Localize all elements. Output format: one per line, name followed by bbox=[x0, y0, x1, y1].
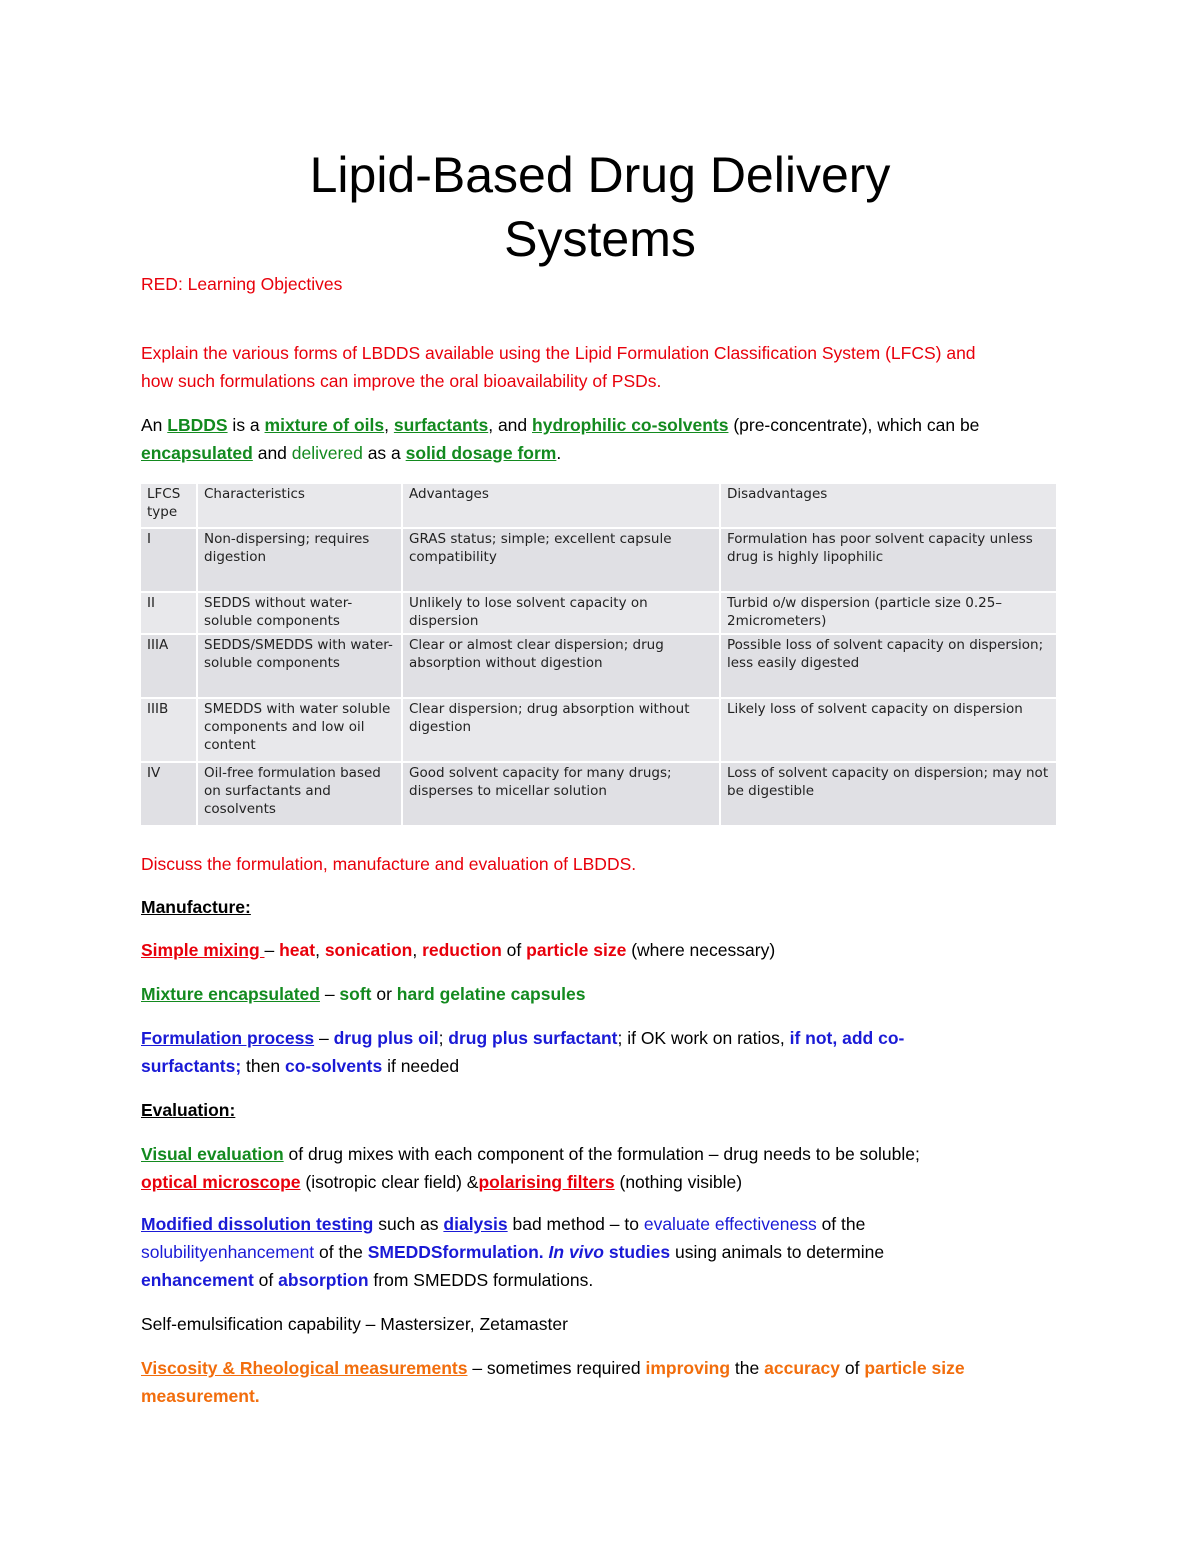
term-dialysis: dialysis bbox=[443, 1214, 508, 1234]
text-run: – bbox=[319, 984, 340, 1004]
formulation-line-1 bbox=[141, 1024, 1061, 1052]
term-solid-dosage-form: solid dosage form bbox=[405, 443, 557, 463]
term-smedds-formulation: SMEDDSformulation. bbox=[367, 1242, 549, 1262]
term-formulation-process: Formulation process bbox=[141, 1028, 315, 1048]
table-cell: Possible loss of solvent capacity on dispersion; less easily digested bbox=[720, 634, 1057, 698]
text-run: as a bbox=[362, 443, 406, 463]
table-cell: SEDDS without water-soluble components bbox=[197, 592, 402, 634]
manufacture-heading: Manufacture: bbox=[141, 897, 251, 917]
table-header-row bbox=[141, 484, 1057, 528]
term-delivered: delivered bbox=[291, 443, 363, 463]
table-cell: Clear dispersion; drug absorption without digestion bbox=[402, 698, 720, 762]
term-accuracy: accuracy bbox=[764, 1358, 841, 1378]
term-mixture-of-oils: mixture of oils bbox=[264, 415, 385, 435]
term-sonication: sonication bbox=[324, 940, 413, 960]
title-line-2: Systems bbox=[504, 211, 696, 267]
definition-line-1 bbox=[141, 411, 1061, 439]
table-cell: IIIB bbox=[141, 698, 197, 762]
legend-text: RED: Learning Objectives bbox=[141, 274, 343, 294]
encapsulated-line bbox=[141, 980, 1061, 1008]
table-cell: II bbox=[141, 592, 197, 634]
table-row bbox=[141, 634, 1057, 698]
table-header-cell: Advantages bbox=[402, 484, 720, 528]
term-heat: heat bbox=[279, 940, 316, 960]
term-modified-dissolution-testing: Modified dissolution testing bbox=[141, 1214, 374, 1234]
visual-evaluation-line-2 bbox=[141, 1168, 1061, 1196]
evaluation-heading: Evaluation: bbox=[141, 1100, 236, 1120]
text-run: An bbox=[141, 415, 168, 435]
table-header-cell: Characteristics bbox=[197, 484, 402, 528]
table-cell: Loss of solvent capacity on dispersion; may not be digestible bbox=[720, 762, 1057, 826]
dissolution-line-1 bbox=[141, 1210, 1061, 1238]
title-line-1: Lipid-Based Drug Delivery bbox=[309, 147, 891, 203]
text-run: if needed bbox=[382, 1056, 460, 1076]
viscosity-line-2 bbox=[141, 1382, 1061, 1410]
definition-line-2 bbox=[141, 439, 1061, 467]
table-row bbox=[141, 592, 1057, 634]
text-run: then bbox=[241, 1056, 285, 1076]
text-run: – bbox=[314, 1028, 334, 1048]
text-run: ; bbox=[438, 1028, 449, 1048]
table-cell: SMEDDS with water soluble components and low oil content bbox=[197, 698, 402, 762]
term-hydrophilic-co-solvents: hydrophilic co-solvents bbox=[532, 415, 729, 435]
text-run: (isotropic clear field) & bbox=[300, 1172, 479, 1192]
text-run: of bbox=[253, 1270, 279, 1290]
term-lbdds: LBDDS bbox=[167, 415, 228, 435]
term-if-not-add-co: if not, add co- bbox=[789, 1028, 905, 1048]
viscosity-line-1 bbox=[141, 1354, 1061, 1382]
text-run: – bbox=[264, 940, 280, 960]
table-cell: I bbox=[141, 528, 197, 592]
term-mixture-encapsulated: Mixture encapsulated bbox=[141, 984, 320, 1004]
term-improving: improving bbox=[645, 1358, 731, 1378]
table-cell: Non-dispersing; requires digestion bbox=[197, 528, 402, 592]
term-simple-mixing: Simple mixing bbox=[141, 940, 265, 960]
formulation-line-2 bbox=[141, 1052, 1061, 1080]
term-surfactants: surfactants; bbox=[141, 1056, 242, 1076]
table-cell: Unlikely to lose solvent capacity on dispersion bbox=[402, 592, 720, 634]
term-particle-size: particle size bbox=[864, 1358, 965, 1378]
table-cell: Good solvent capacity for many drugs; disperses to micellar solution bbox=[402, 762, 720, 826]
term-reduction: reduction bbox=[422, 940, 502, 960]
table-cell: Turbid o/w dispersion (particle size 0.25–2micrometers) bbox=[720, 592, 1057, 634]
text-run: such as bbox=[373, 1214, 444, 1234]
text-run: – sometimes required bbox=[467, 1358, 646, 1378]
table-header-cell: Disadvantages bbox=[720, 484, 1057, 528]
term-solubility-enhancement: solubilityenhancement bbox=[141, 1242, 315, 1262]
table-cell: Clear or almost clear dispersion; drug absorption without digestion bbox=[402, 634, 720, 698]
text-run: of the bbox=[816, 1214, 866, 1234]
visual-evaluation-line-1 bbox=[141, 1140, 1061, 1168]
text-run: ; if OK work on ratios, bbox=[617, 1028, 790, 1048]
term-particle-size: particle size bbox=[526, 940, 627, 960]
text-run: , bbox=[315, 940, 325, 960]
table-row bbox=[141, 528, 1057, 592]
objective-1-line-2: how such formulations can improve the oral bioavailability of PSDs. bbox=[141, 371, 662, 391]
term-encapsulated: encapsulated bbox=[141, 443, 253, 463]
table-cell: IV bbox=[141, 762, 197, 826]
dissolution-line-3 bbox=[141, 1266, 1061, 1294]
text-run: of bbox=[840, 1358, 865, 1378]
text-run: (nothing visible) bbox=[614, 1172, 743, 1192]
term-drug-plus-surfactant: drug plus surfactant bbox=[448, 1028, 618, 1048]
table-row bbox=[141, 762, 1057, 826]
term-surfactants: surfactants bbox=[393, 415, 489, 435]
text-run: . bbox=[556, 443, 562, 463]
dissolution-line-2 bbox=[141, 1238, 1061, 1266]
text-run: or bbox=[371, 984, 397, 1004]
table-cell: Formulation has poor solvent capacity unless drug is highly lipophilic bbox=[720, 528, 1057, 592]
table-cell: Likely loss of solvent capacity on dispersion bbox=[720, 698, 1057, 762]
term-optical-microscope: optical microscope bbox=[141, 1172, 301, 1192]
self-emulsification-line: Self-emulsification capability – Mastersizer, Zetamaster bbox=[141, 1314, 568, 1334]
term-viscosity-rheological: Viscosity & Rheological measurements bbox=[141, 1358, 468, 1378]
text-run: bad method – to bbox=[507, 1214, 644, 1234]
term-enhancement: enhancement bbox=[141, 1270, 254, 1290]
text-run: and bbox=[252, 443, 292, 463]
table-cell: Oil-free formulation based on surfactants and cosolvents bbox=[197, 762, 402, 826]
text-run: , and bbox=[488, 415, 533, 435]
table-cell: SEDDS/SMEDDS with water-soluble components bbox=[197, 634, 402, 698]
text-run: (where necessary) bbox=[626, 940, 776, 960]
text-run: the bbox=[730, 1358, 765, 1378]
term-studies: studies bbox=[603, 1242, 671, 1262]
objective-2: Discuss the formulation, manufacture and evaluation of LBDDS. bbox=[141, 854, 637, 874]
term-soft: soft bbox=[339, 984, 372, 1004]
text-run: of drug mixes with each component of the formulation – drug needs to be soluble; bbox=[283, 1144, 920, 1164]
term-co-solvents: co-solvents bbox=[284, 1056, 383, 1076]
table-row bbox=[141, 698, 1057, 762]
table-cell: IIIA bbox=[141, 634, 197, 698]
term-measurement: measurement. bbox=[141, 1386, 260, 1406]
term-in-vivo: In vivo bbox=[548, 1242, 604, 1262]
term-polarising-filters: polarising filters bbox=[478, 1172, 615, 1192]
text-run: , bbox=[412, 940, 423, 960]
text-run: of the bbox=[314, 1242, 368, 1262]
text-run: is a bbox=[227, 415, 265, 435]
text-run: (pre-concentrate), which can be bbox=[728, 415, 980, 435]
text-run: , bbox=[384, 415, 394, 435]
simple-mixing-line bbox=[141, 936, 1061, 964]
objective-1-line-1: Explain the various forms of LBDDS available using the Lipid Formulation Classification System (LFCS) and bbox=[141, 343, 976, 363]
term-evaluate-effectiveness: evaluate effectiveness bbox=[643, 1214, 817, 1234]
lfcs-table bbox=[141, 484, 1058, 827]
term-drug-plus-oil: drug plus oil bbox=[333, 1028, 439, 1048]
term-hard-gelatine-capsules: hard gelatine capsules bbox=[396, 984, 586, 1004]
term-visual-evaluation: Visual evaluation bbox=[141, 1144, 284, 1164]
text-run: of bbox=[501, 940, 527, 960]
table-header-cell: LFCS type bbox=[141, 484, 197, 528]
text-run: from SMEDDS formulations. bbox=[368, 1270, 594, 1290]
table-cell: GRAS status; simple; excellent capsule compatibility bbox=[402, 528, 720, 592]
text-run: using animals to determine bbox=[670, 1242, 885, 1262]
term-absorption: absorption bbox=[278, 1270, 369, 1290]
